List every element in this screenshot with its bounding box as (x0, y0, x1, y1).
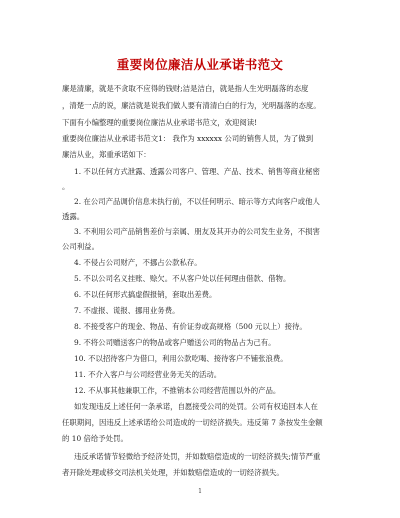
list-item: 10. 不以招待客户为借口，利用公款吃喝、接待客户不铺张浪费。 (74, 354, 288, 363)
page-number: 1 (198, 488, 202, 495)
list-item: 9. 不将公司赠送客户的物品或客户赠送公司的物品占为己有。 (74, 338, 276, 347)
list-item: 5. 不以公司名义挂账、赊欠。不从客户处以任何理由借款、借物。 (74, 274, 291, 283)
list-item: 2. 在公司产品调价信息未执行前，不以任何明示、暗示等方式向客户或他人 (74, 197, 320, 206)
body-line: 的 10 倍给予处罚。 (62, 434, 128, 443)
list-item: 1. 不以任何方式泄露、透露公司客户、管理、产品、技术、销售等商业秘密 (74, 167, 320, 176)
list-item: 4. 不侵占公司财产，不挪占公款私存。 (74, 258, 202, 267)
body-line: 廉洁从业，郑重承诺如下： (62, 150, 151, 159)
list-item: 3. 不利用公司产品销售差价与亲属、朋友及其开办的公司发生业务，不损害 (74, 227, 320, 236)
body-line: 廉是清廉，就是不贪取不应得的钱财;洁是洁白，就是指人生光明磊落的态度 (62, 84, 309, 93)
body-line: 如发现违反上述任何一条承诺，自愿接受公司的处罚。公司有权追回本人在 (74, 402, 318, 411)
body-line: 违反承诺情节轻微给予经济处罚，并如数赔偿造成的一切经济损失;情节严重 (74, 452, 321, 461)
body-line: 重要岗位廉洁从业承诺书范文1： 我作为 xxxxxx 公司的销售人员，为了做到 (62, 134, 314, 143)
body-line: 。 (62, 182, 70, 191)
list-item: 12. 不从事其他兼职工作，不推销本公司经营范围以外的产品。 (74, 386, 281, 395)
list-item: 11. 不介入客户与公司经营业务无关的活动。 (74, 370, 222, 379)
body-line: 透露。 (62, 212, 85, 221)
body-line: ，清楚一点的说，廉洁就是说我们做人要有清清白白的行为，光明磊落的态度。 (62, 101, 321, 110)
body-line: 公司利益。 (62, 242, 99, 251)
list-item: 7. 不虚报、谎报、挪用业务费。 (74, 306, 180, 315)
document-title: 重要岗位廉洁从业承诺书范文 (116, 57, 284, 72)
body-line: 下面有小编整理的重要岗位廉洁从业承诺书范文，欢迎阅读! (62, 118, 258, 127)
body-line: 者开除处理或移交司法机关处理，并如数赔偿造成的一切经济损失。 (62, 468, 284, 477)
body-line: 任职期间，因违反上述承诺给公司造成的一切经济损失。违反第 7 条按发生金额 (62, 418, 323, 427)
list-item: 8. 不接受客户的现金、物品、有价证券或高规格（500 元以上）接待。 (74, 322, 307, 331)
list-item: 6. 不以任何形式搞虚假报销，套取出差费。 (74, 290, 217, 299)
